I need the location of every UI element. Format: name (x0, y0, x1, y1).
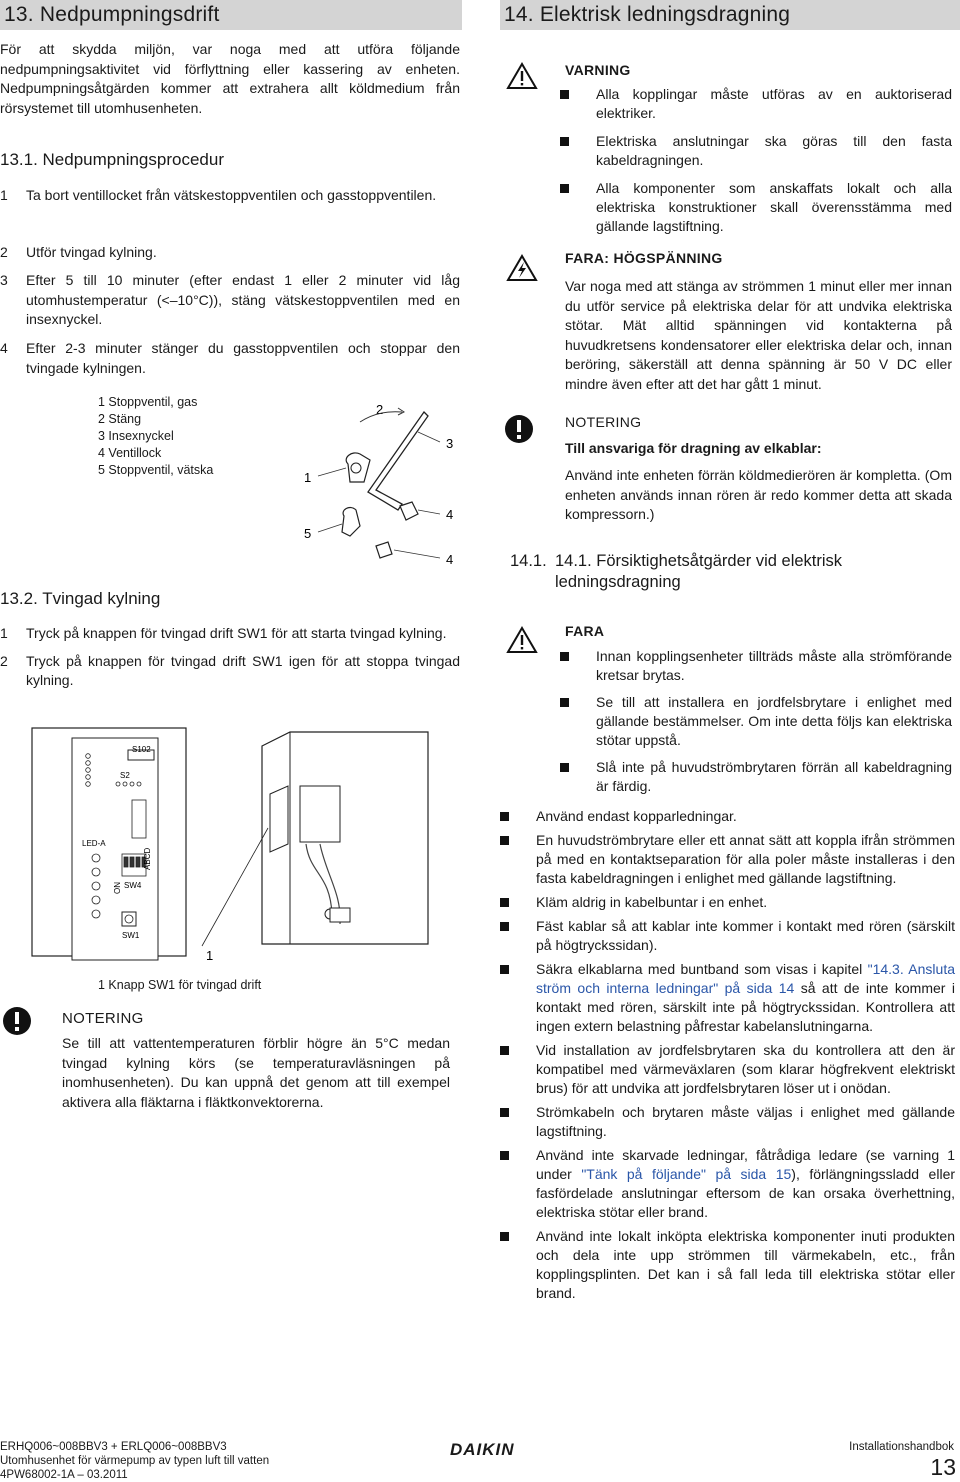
pcb-figure-caption: 1 Knapp SW1 för tvingad drift (98, 978, 262, 992)
abcd-label: ABCD (143, 847, 152, 870)
warning-triangle-icon (506, 626, 538, 654)
sw4-label: SW4 (124, 881, 142, 890)
list-item: Elektriska anslutningar ska göras till den fasta kabeldragningen. (560, 132, 952, 170)
list-item: 2 Tryck på knappen för tvingad drift SW1 igen för att stoppa tvingad kylning. (0, 652, 460, 688)
note-title: NOTERING (565, 414, 642, 430)
subsection-14-1-title: 14.1. Försiktighetsåtgärder vid elektrisk ledningsdragning (555, 552, 843, 591)
sw1-callout-number: 1 (206, 948, 214, 963)
warning-triangle-icon (506, 62, 538, 90)
list-item: Innan kopplingsenheter tillträds måste alla strömförande kretsar brytas. (560, 647, 952, 685)
list-item: Använd inte skarvade ledningar, fåtrådiga ledare (se varning 1 under "Tänk på följande" på sida 15), förlängningssladd eller fasfördelade anslutningar eftersom de kan orsaka överhettning, elektriska stötar eller brand. (500, 1146, 955, 1222)
list-item: Strömkabeln och brytaren måste väljas i enlighet med gällande lagstiftning. (500, 1103, 955, 1141)
intro-paragraph: För att skydda miljön, var noga med att utföra följande nedpumpningsaktivitet vid förflyttning eller kassering av enheten. Nedpumpningsåtgärden kommer att extrahera allt köldmedium från rörsystemet till utomhusenheten. (0, 41, 460, 116)
note-text: Se till att vattentemperaturen förblir högre än 5°C medan tvingad kylning körs (se temperaturavläsningen på inomhusenheten). Du kan uppnå det genom att till exempel aktivera alla fläktarna i fläktkonvektorerna. (62, 1035, 450, 1110)
list-item: Använd endast kopparledningar. (500, 807, 955, 826)
figure-label: 3 (446, 436, 454, 451)
exclamation-circle-icon (504, 414, 534, 444)
figure-label: 5 (304, 526, 312, 541)
exclamation-circle-icon (2, 1006, 32, 1036)
on-label: ON (113, 882, 122, 894)
list-item: Säkra elkablarna med buntband som visas i kapitel "14.3. Ansluta ström och interna ledningar" på sida 14 så att de inte kommer i kontakt med rören, särskilt inte på högtryckssidan. Kontrollera att ingen extern belastning påfrestar kabelanslutningarna. (500, 960, 955, 1036)
list-item: Fäst kablar så att kablar inte kommer i kontakt med rören (särskilt på högtryckssidan). (500, 917, 955, 955)
section-14-heading: 14. Elektrisk ledningsdragning (500, 0, 960, 30)
note-title: NOTERING (62, 1010, 144, 1027)
list-item: 1 Ta bort ventillocket från vätskestoppventilen och gasstoppventilen. (0, 187, 437, 203)
list-item: Alla komponenter som anskaffats lokalt och alla elektriska konstruktioner skall överensstämma med gällande lagstiftning. (560, 179, 952, 236)
high-voltage-icon (506, 254, 538, 282)
figure-legend: 1 Stoppventil, gas 2 Stäng 3 Insexnyckel 4 Ventillock 5 Stoppventil, vätska (98, 395, 214, 477)
list-item: Kläm aldrig in kabelbuntar i en enhet. (500, 893, 955, 912)
list-item: Slå inte på huvudströmbrytaren förrän all kabeldragning är färdig. (560, 758, 952, 796)
list-item: Använd inte lokalt inköpta elektriska komponenter inuti produkten och dela inte upp strömmen till värmekabeln, etc., från kopplingsplinten. Det kan i så fall leda till elektriska stötar eller brand. (500, 1227, 955, 1303)
s102-label: S102 (132, 745, 151, 754)
forced-cooling-steps (0, 624, 460, 691)
figure-label: 2 (376, 402, 384, 417)
figure-label: 4 (446, 552, 454, 567)
fara-title: FARA (565, 623, 605, 639)
note-text: Använd inte enheten förrän köldmedierören är kompletta. (Om enheten används innan rören är redo kommer detta att skada kompressorn.) (565, 467, 952, 522)
subsection-14-1-number: 14.1. (510, 552, 547, 570)
section-14-3-link[interactable]: "14.3. Ansluta ström och interna ledningar" på sida 14 (536, 961, 956, 996)
precautions-list (500, 807, 955, 1306)
list-item: 2 Utför tvingad kylning. (0, 244, 157, 260)
figure-label: 4 (446, 507, 454, 522)
s2-label: S2 (120, 771, 130, 780)
danger-title: FARA: HÖGSPÄNNING (565, 250, 723, 266)
subsection-13-2-title: 13.2. Tvingad kylning (0, 589, 161, 608)
note-subtitle: Till ansvariga för dragning av elkablar: (565, 440, 822, 456)
fara-list (560, 647, 952, 799)
daikin-logo: DAIKIN (450, 1440, 515, 1459)
warning-list (560, 85, 952, 239)
list-item: 4 Efter 2-3 minuter stänger du gasstoppventilen och stoppar den tvingade kylningen. (0, 340, 460, 376)
list-item: 3 Efter 5 till 10 minuter (efter endast 1 eller 2 minuter vid låg utomhustemperatur (<–10°C)), stäng vätskestoppventilen med en insexnyckel. (0, 272, 460, 327)
footer-right: Installationshandbok (849, 1441, 954, 1453)
warning-title: VARNING (565, 62, 631, 78)
list-item: Se till att installera en jordfelsbrytare i enlighet med gällande bestämmelser. Om inte detta följs kan elektriska stötar uppstå. (560, 693, 952, 750)
stop-valve-figure (290, 392, 465, 574)
tank-pa-foljande-link[interactable]: "Tänk på följande" på sida 15 (581, 1166, 792, 1182)
list-item: Vid installation av jordfelsbrytaren ska du kontrollera att den är kompatibel med värmeväxlaren (som klarar högfrekvent elektriskt brus) för att undvika att jordfelsbrytaren löser ut i onödan. (500, 1041, 955, 1098)
figure-label: 1 (304, 470, 312, 485)
section-13-heading: 13. Nedpumpningsdrift (0, 0, 462, 30)
pcb-figure (30, 724, 440, 974)
led-a-label: LED-A (82, 839, 106, 848)
page-number: 13 (930, 1454, 956, 1480)
subsection-13-1-title: 13.1. Nedpumpningsprocedur (0, 150, 224, 169)
list-item: Alla kopplingar måste utföras av en auktoriserad elektriker. (560, 85, 952, 123)
list-item: En huvudströmbrytare eller ett annat sätt att koppla ifrån strömmen på med en kontaktseparation för alla poler måste installeras i den fasta kabeldragningen i enlighet med gällande lagstiftning. (500, 831, 955, 888)
danger-text: Var noga med att stänga av strömmen 1 minut eller mer innan du utför service på elektriska delar för att undvika elektriska stötar. Mät alltid spänningen vid kontakterna på huvudkretsens kondensatorer eller elektriska delar och, innan beröring, säkerställ att denna spänning är 50 V DC eller mindre även efter att det har gått 1 minut. (565, 278, 952, 392)
footer-left: ERHQ006~008BBV3 + ERLQ006~008BBV3 Utomhusenhet för värmepump av typen luft till vatten 4PW68002-1A – 03.2011 (0, 1441, 270, 1481)
pumpdown-steps (0, 186, 460, 378)
list-item: 1 Tryck på knappen för tvingad drift SW1 för att starta tvingad kylning. (0, 625, 447, 641)
sw1-label: SW1 (122, 931, 140, 940)
